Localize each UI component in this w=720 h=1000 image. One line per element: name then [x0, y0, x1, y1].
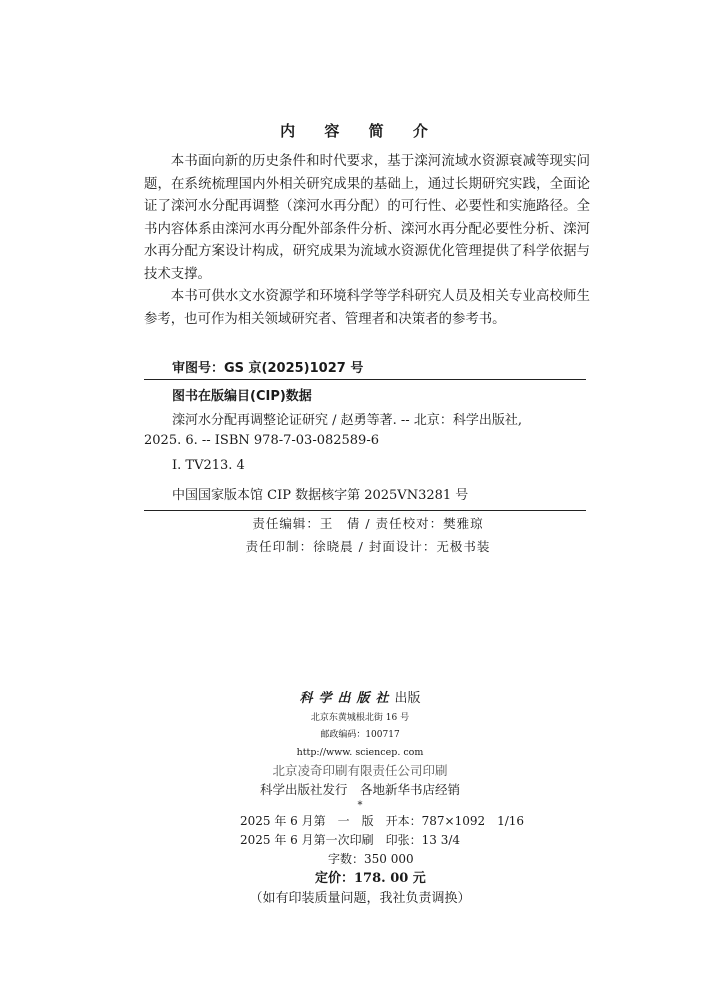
map-approval-number: 审图号：GS 京(2025)1027 号 [172, 361, 364, 376]
word-count: 字数：350 000 [328, 852, 414, 866]
publisher-suffix: 出版 [394, 691, 421, 706]
cip-line-classification: Ⅰ. TV213. 4 [172, 458, 245, 473]
summary-paragraph-2: 本书可供水文水资源学和环境科学等学科研究人员及相关专业高校师生参考，也可作为相关领域研究者、管理者和决策者的参考书。 [144, 289, 590, 327]
credits-production: 责任印制：徐晓晨 / 封面设计：无极书装 [245, 539, 491, 554]
separator-star: * [357, 800, 363, 811]
distribution-line: 科学出版社发行 各地新华书店经销 [259, 782, 460, 797]
publisher-url: http://www. sciencep. com [296, 747, 424, 758]
imprint-block [0, 688, 720, 909]
cip-line-record-number: 中国国家版本馆 CIP 数据核字第 2025VN3281 号 [172, 488, 469, 503]
divider-top [144, 379, 586, 380]
printing-line: 2025 年 6 月第一次印刷 印张：13 3/4 [240, 833, 461, 847]
edition-line: 2025 年 6 月第 一 版 开本：787×1092 1/16 [240, 814, 525, 828]
cip-line-isbn: 2025. 6. -- ISBN 978-7-03-082589-6 [144, 433, 379, 448]
printer-name: 北京凌奇印刷有限责任公司印刷 [272, 763, 448, 778]
postal-code: 邮政编码：100717 [320, 730, 400, 740]
credits-editors: 责任编辑：王 倩 / 责任校对：樊雅琼 [252, 516, 484, 531]
publisher-name: 科学出版社 [299, 691, 395, 706]
divider-bottom [144, 510, 586, 511]
price: 定价：178. 00 元 [315, 871, 426, 886]
publisher-address: 北京东黄城根北街 16 号 [310, 713, 410, 723]
quality-notice: （如有印装质量问题，我社负责调换） [249, 891, 471, 906]
summary-paragraph-1: 本书面向新的历史条件和时代要求，基于滦河流域水资源衰减等现实问题，在系统梳理国内外相关研究成果的基础上，通过长期研究实践，全面论证了滦河水分配再调整（滦河水再分配）的可行性、必要性和实施路径。全书内容体系由滦河水再分配外部条件分析、滦河水再分配必要性分析、滦河水再分配方案设计构成，研究成果为流域水资源优化管理提供了科学依据与技术支撑。 [144, 154, 590, 282]
summary-section [144, 151, 590, 331]
cip-line-title: 滦河水分配再调整论证研究 / 赵勇等著. -- 北京：科学出版社, [172, 413, 522, 428]
publisher-line [0, 688, 720, 710]
page-title: 内 容 简 介 [280, 122, 440, 140]
cip-heading: 图书在版编目(CIP)数据 [172, 389, 312, 404]
